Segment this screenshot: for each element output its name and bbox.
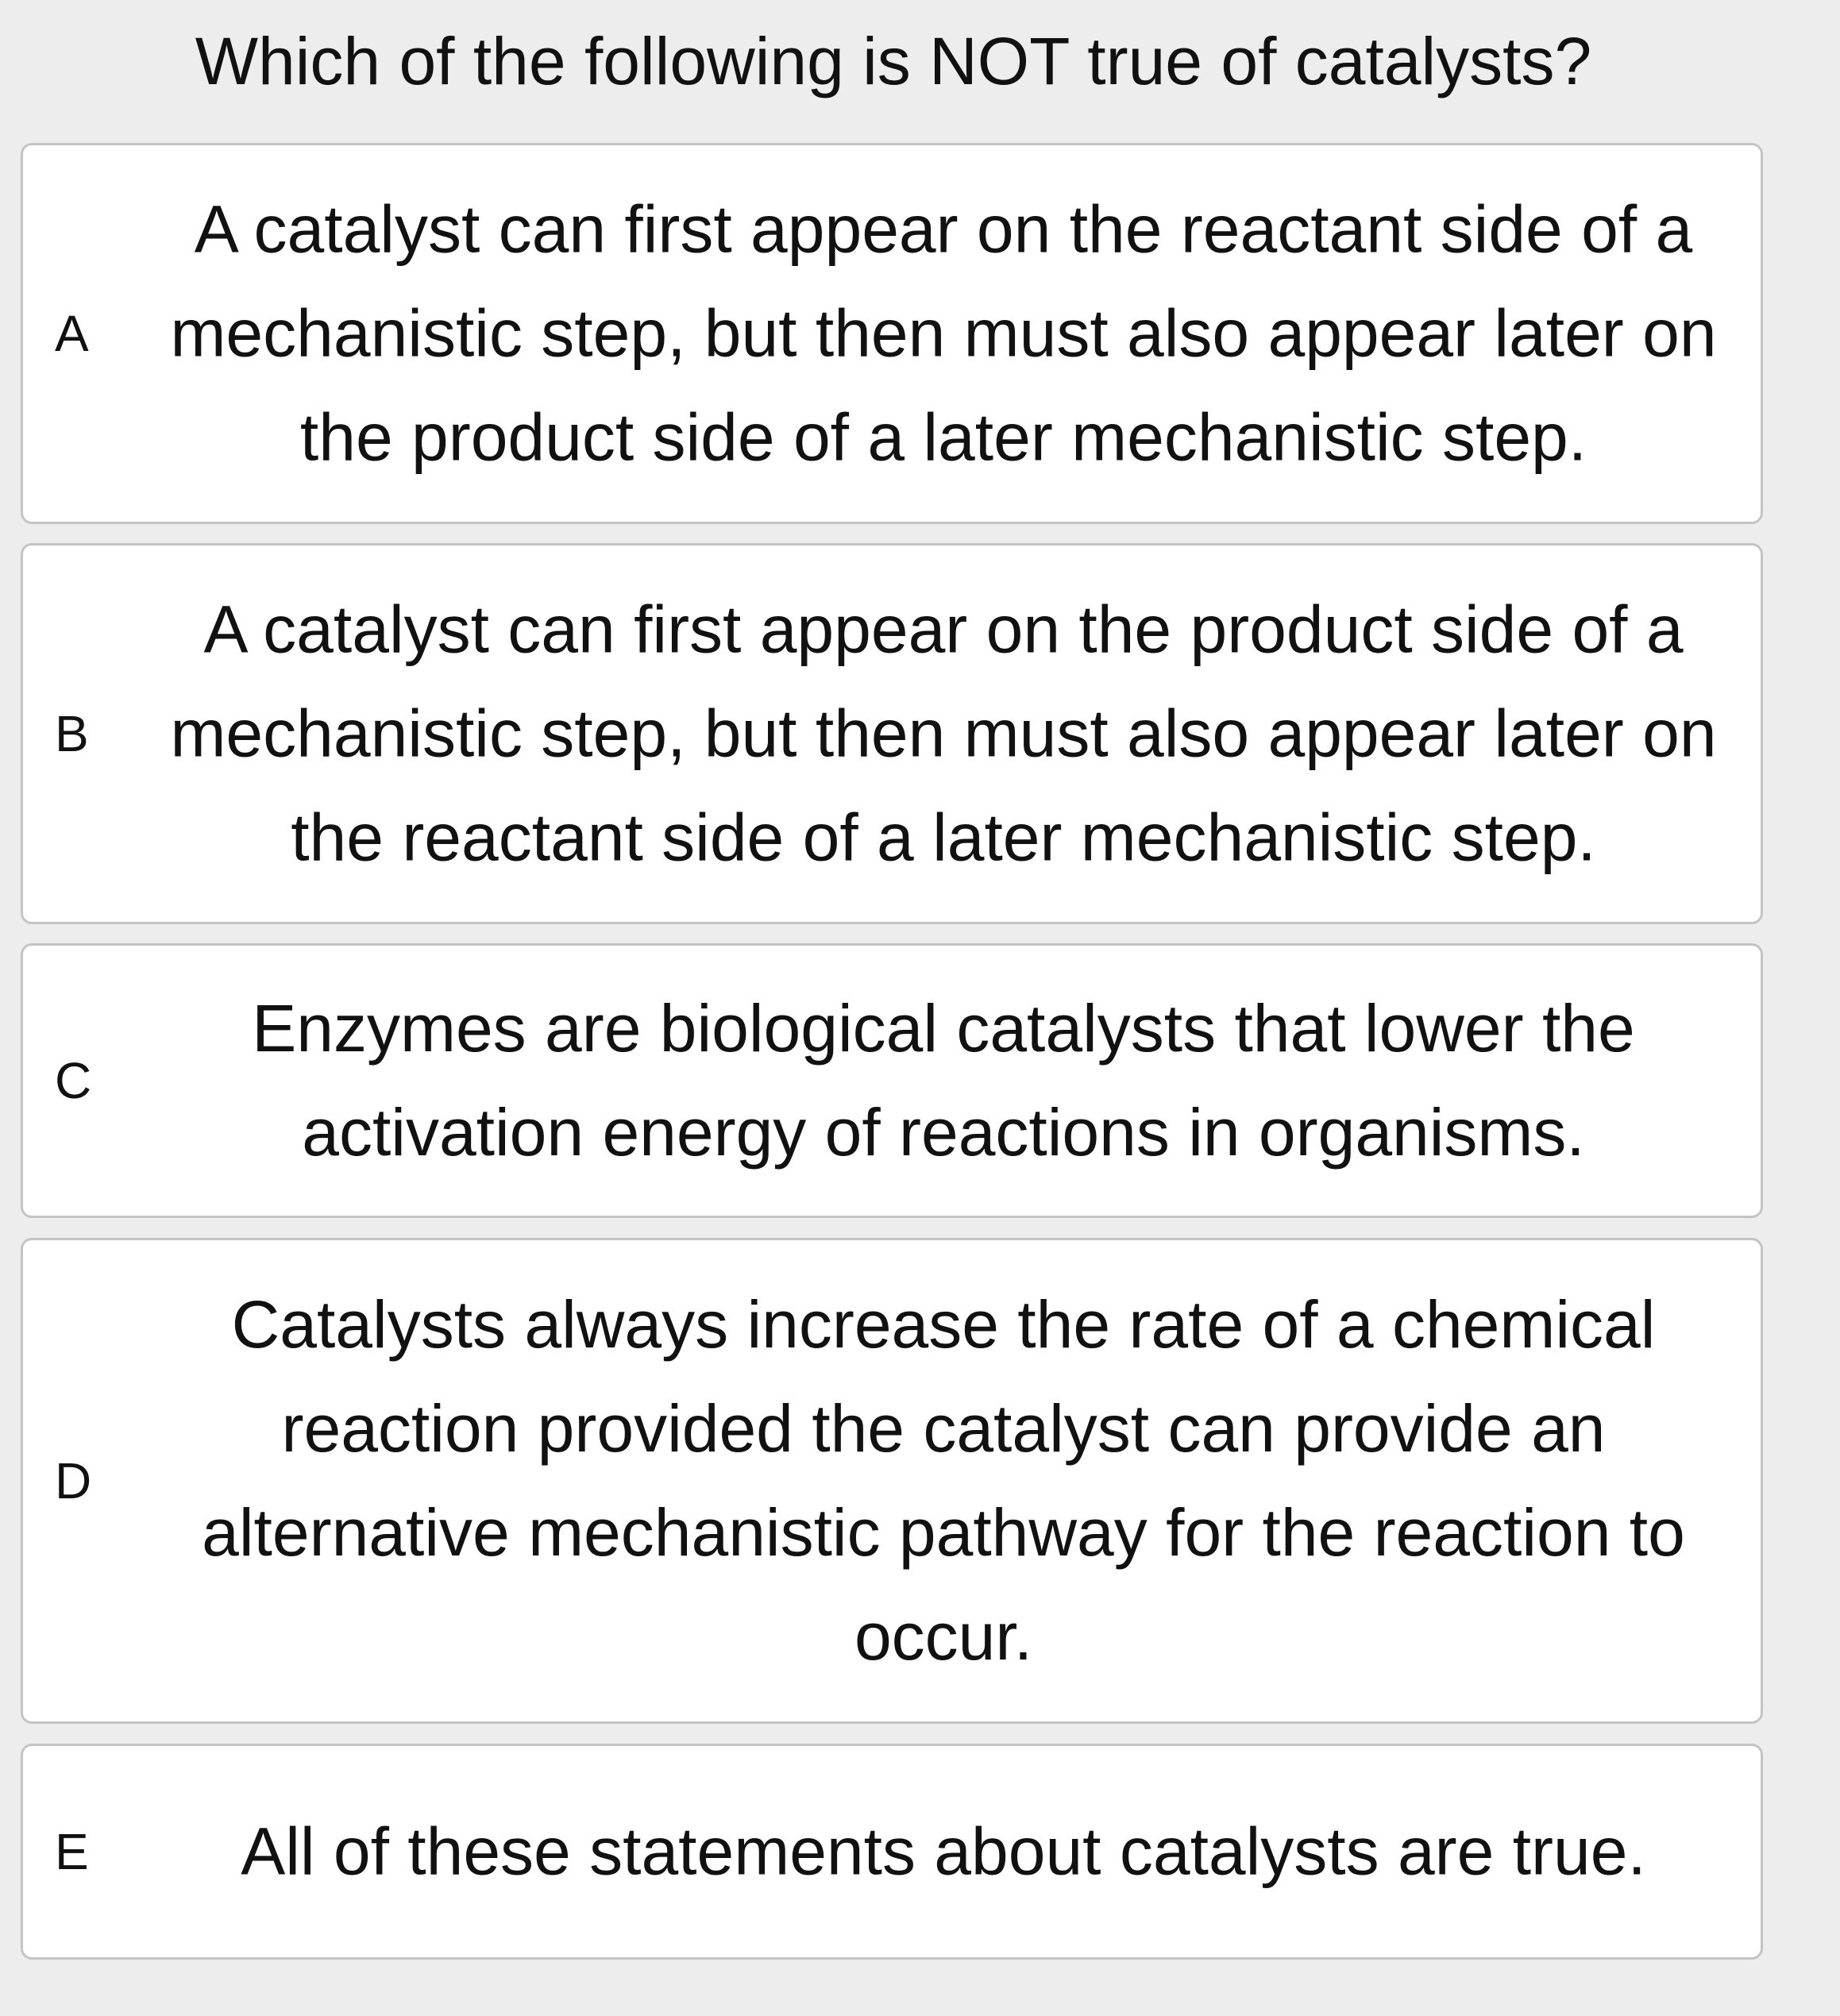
answer-option-e[interactable] [21, 1744, 1763, 1960]
option-letter: C [55, 1052, 92, 1109]
answer-option-d[interactable] [21, 1238, 1763, 1724]
option-text: Catalysts always increase the rate of a chemical reaction provided the catalyst can provide an alternative mechanistic pathway for the reaction to occur. [202, 1287, 1685, 1674]
option-letter: D [55, 1452, 92, 1509]
question-text: Which of the following is NOT true of catalysts? [195, 24, 1592, 98]
option-text: A catalyst can first appear on the reactant side of a mechanistic step, but then must also appear later on the product side of a later mechanistic step. [170, 191, 1717, 475]
answer-option-a[interactable] [21, 143, 1763, 524]
answer-option-b[interactable] [21, 543, 1763, 924]
option-letter: B [55, 705, 89, 762]
option-text: All of these statements about catalysts are true. [241, 1814, 1646, 1889]
option-letter: A [55, 305, 89, 362]
option-text: A catalyst can first appear on the product side of a mechanistic step, but then must also appear later on the reactant side of a later mechanistic step. [170, 592, 1717, 875]
option-text: Enzymes are biological catalysts that lower the activation energy of reactions in organisms. [252, 991, 1635, 1170]
option-letter: E [55, 1823, 89, 1880]
answer-option-c[interactable] [21, 943, 1763, 1218]
